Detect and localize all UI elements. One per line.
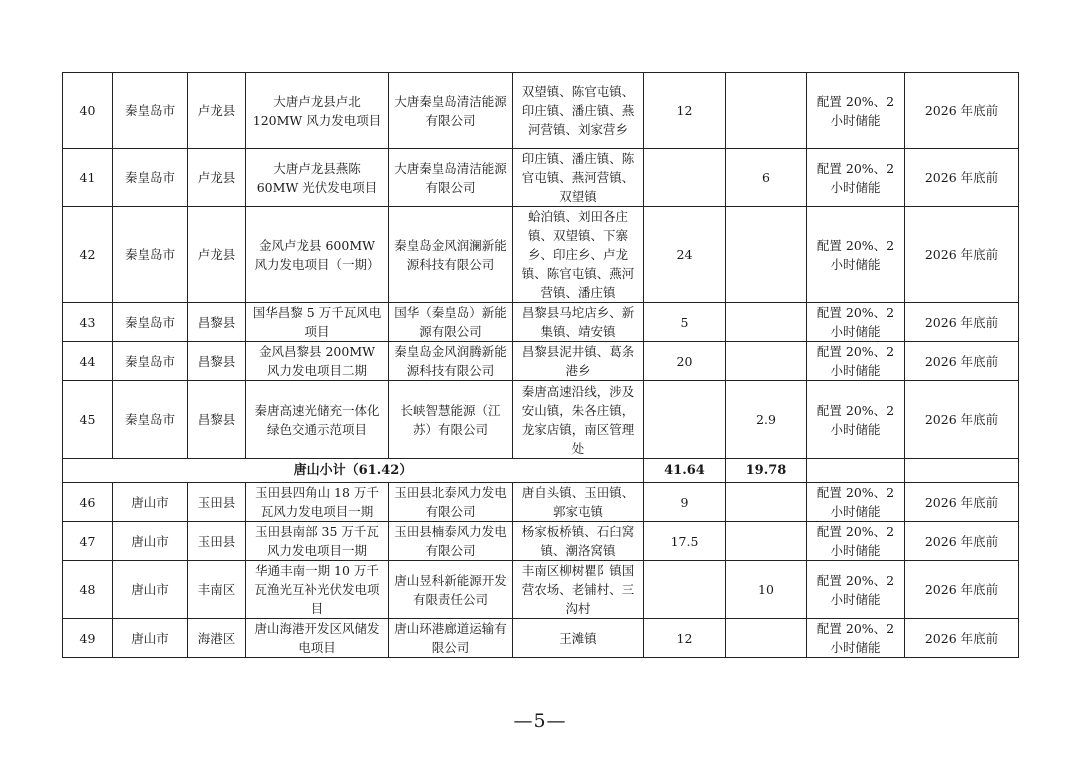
company-name: 秦皇岛金风润腾新能源科技有限公司 <box>389 342 513 381</box>
row-number: 45 <box>63 381 113 459</box>
city-cell: 秦皇岛市 <box>113 149 188 207</box>
project-name: 唐山海港开发区风储发电项目 <box>246 619 389 658</box>
capacity-solar <box>726 619 807 658</box>
project-name: 玉田县四角山 18 万千瓦风力发电项目一期 <box>246 483 389 522</box>
company-name: 大唐秦皇岛清洁能源有限公司 <box>389 73 513 149</box>
company-name: 玉田县楠泰风力发电有限公司 <box>389 522 513 561</box>
county-cell: 昌黎县 <box>188 381 246 459</box>
company-name: 唐山环港廊道运输有限公司 <box>389 619 513 658</box>
table-body-subtotal <box>63 459 1019 483</box>
row-number: 41 <box>63 149 113 207</box>
subtotal-value-1: 41.64 <box>644 459 726 483</box>
project-name: 秦唐高速光储充一体化绿色交通示范项目 <box>246 381 389 459</box>
storage-requirement: 配置 20%、2 小时储能 <box>807 522 905 561</box>
capacity-solar <box>726 342 807 381</box>
city-cell: 秦皇岛市 <box>113 342 188 381</box>
city-cell: 唐山市 <box>113 561 188 619</box>
deadline-cell: 2026 年底前 <box>905 561 1019 619</box>
city-cell: 秦皇岛市 <box>113 207 188 303</box>
deadline-cell: 2026 年底前 <box>905 381 1019 459</box>
table-row <box>63 561 1019 619</box>
deadline-cell: 2026 年底前 <box>905 73 1019 149</box>
storage-requirement: 配置 20%、2 小时储能 <box>807 303 905 342</box>
deadline-cell: 2026 年底前 <box>905 483 1019 522</box>
capacity-wind: 5 <box>644 303 726 342</box>
capacity-wind: 17.5 <box>644 522 726 561</box>
county-cell: 海港区 <box>188 619 246 658</box>
capacity-solar <box>726 303 807 342</box>
table-row <box>63 207 1019 303</box>
capacity-solar <box>726 73 807 149</box>
table-body-qinhuangdao <box>63 73 1019 459</box>
table-row <box>63 381 1019 459</box>
table-row <box>63 303 1019 342</box>
county-cell: 丰南区 <box>188 561 246 619</box>
storage-requirement: 配置 20%、2 小时储能 <box>807 73 905 149</box>
table-row <box>63 342 1019 381</box>
subtotal-empty-cell <box>807 459 905 483</box>
capacity-wind: 20 <box>644 342 726 381</box>
city-cell: 秦皇岛市 <box>113 381 188 459</box>
subtotal-value-2: 19.78 <box>726 459 807 483</box>
project-name: 华通丰南一期 10 万千瓦渔光互补光伏发电项目 <box>246 561 389 619</box>
deadline-cell: 2026 年底前 <box>905 522 1019 561</box>
towns-cell: 昌黎县马坨店乡、新集镇、靖安镇 <box>513 303 644 342</box>
row-number: 44 <box>63 342 113 381</box>
deadline-cell: 2026 年底前 <box>905 303 1019 342</box>
capacity-wind <box>644 381 726 459</box>
company-name: 秦皇岛金风润澜新能源科技有限公司 <box>389 207 513 303</box>
city-cell: 秦皇岛市 <box>113 73 188 149</box>
capacity-wind: 12 <box>644 619 726 658</box>
table-row <box>63 73 1019 149</box>
project-name: 玉田县南部 35 万千瓦风力发电项目一期 <box>246 522 389 561</box>
capacity-wind <box>644 561 726 619</box>
deadline-cell: 2026 年底前 <box>905 342 1019 381</box>
county-cell: 卢龙县 <box>188 73 246 149</box>
towns-cell: 杨家板桥镇、石臼窝镇、潮洛窝镇 <box>513 522 644 561</box>
county-cell: 昌黎县 <box>188 303 246 342</box>
row-number: 48 <box>63 561 113 619</box>
storage-requirement: 配置 20%、2 小时储能 <box>807 149 905 207</box>
table-body-tangshan <box>63 483 1019 658</box>
row-number: 43 <box>63 303 113 342</box>
towns-cell: 昌黎县泥井镇、葛条港乡 <box>513 342 644 381</box>
capacity-solar: 10 <box>726 561 807 619</box>
capacity-solar: 2.9 <box>726 381 807 459</box>
company-name: 大唐秦皇岛清洁能源有限公司 <box>389 149 513 207</box>
project-name: 金风昌黎县 200MW 风力发电项目二期 <box>246 342 389 381</box>
page-number: —5— <box>513 710 567 732</box>
towns-cell: 丰南区柳树瞿阝镇国营农场、老铺村、三沟村 <box>513 561 644 619</box>
capacity-solar <box>726 522 807 561</box>
capacity-wind <box>644 149 726 207</box>
table-row <box>63 522 1019 561</box>
subtotal-row <box>63 459 1019 483</box>
capacity-solar: 6 <box>726 149 807 207</box>
towns-cell: 蛤泊镇、刘田各庄镇、双望镇、下寨乡、印庄乡、卢龙镇、陈官屯镇、燕河营镇、潘庄镇 <box>513 207 644 303</box>
towns-cell: 王滩镇 <box>513 619 644 658</box>
towns-cell: 双望镇、陈官屯镇、印庄镇、潘庄镇、燕河营镇、刘家营乡 <box>513 73 644 149</box>
towns-cell: 秦唐高速沿线，涉及安山镇，朱各庄镇，龙家店镇，南区管理处 <box>513 381 644 459</box>
storage-requirement: 配置 20%、2 小时储能 <box>807 381 905 459</box>
capacity-solar <box>726 207 807 303</box>
storage-requirement: 配置 20%、2 小时储能 <box>807 342 905 381</box>
capacity-wind: 12 <box>644 73 726 149</box>
subtotal-empty-cell <box>905 459 1019 483</box>
company-name: 国华（秦皇岛）新能源有限公司 <box>389 303 513 342</box>
storage-requirement: 配置 20%、2 小时储能 <box>807 619 905 658</box>
county-cell: 卢龙县 <box>188 149 246 207</box>
table-row <box>63 149 1019 207</box>
deadline-cell: 2026 年底前 <box>905 149 1019 207</box>
storage-requirement: 配置 20%、2 小时储能 <box>807 207 905 303</box>
company-name: 唐山昱科新能源开发有限责任公司 <box>389 561 513 619</box>
storage-requirement: 配置 20%、2 小时储能 <box>807 483 905 522</box>
city-cell: 唐山市 <box>113 522 188 561</box>
company-name: 长峡智慧能源（江苏）有限公司 <box>389 381 513 459</box>
project-name: 大唐卢龙县燕陈 60MW 光伏发电项目 <box>246 149 389 207</box>
county-cell: 玉田县 <box>188 483 246 522</box>
row-number: 40 <box>63 73 113 149</box>
deadline-cell: 2026 年底前 <box>905 207 1019 303</box>
company-name: 玉田县北泰风力发电有限公司 <box>389 483 513 522</box>
row-number: 42 <box>63 207 113 303</box>
project-name: 国华昌黎 5 万千瓦风电项目 <box>246 303 389 342</box>
storage-requirement: 配置 20%、2 小时储能 <box>807 561 905 619</box>
county-cell: 卢龙县 <box>188 207 246 303</box>
city-cell: 唐山市 <box>113 483 188 522</box>
capacity-wind: 9 <box>644 483 726 522</box>
row-number: 47 <box>63 522 113 561</box>
capacity-wind: 24 <box>644 207 726 303</box>
towns-cell: 唐自头镇、玉田镇、郭家屯镇 <box>513 483 644 522</box>
county-cell: 玉田县 <box>188 522 246 561</box>
city-cell: 秦皇岛市 <box>113 303 188 342</box>
table-row <box>63 619 1019 658</box>
table-row <box>63 483 1019 522</box>
row-number: 46 <box>63 483 113 522</box>
county-cell: 昌黎县 <box>188 342 246 381</box>
project-name: 金风卢龙县 600MW 风力发电项目（一期） <box>246 207 389 303</box>
subtotal-label: 唐山小计（61.42） <box>63 459 644 483</box>
project-table <box>62 72 1019 658</box>
deadline-cell: 2026 年底前 <box>905 619 1019 658</box>
capacity-solar <box>726 483 807 522</box>
row-number: 49 <box>63 619 113 658</box>
city-cell: 唐山市 <box>113 619 188 658</box>
project-name: 大唐卢龙县卢北 120MW 风力发电项目 <box>246 73 389 149</box>
towns-cell: 印庄镇、潘庄镇、陈官屯镇、燕河营镇、双望镇 <box>513 149 644 207</box>
